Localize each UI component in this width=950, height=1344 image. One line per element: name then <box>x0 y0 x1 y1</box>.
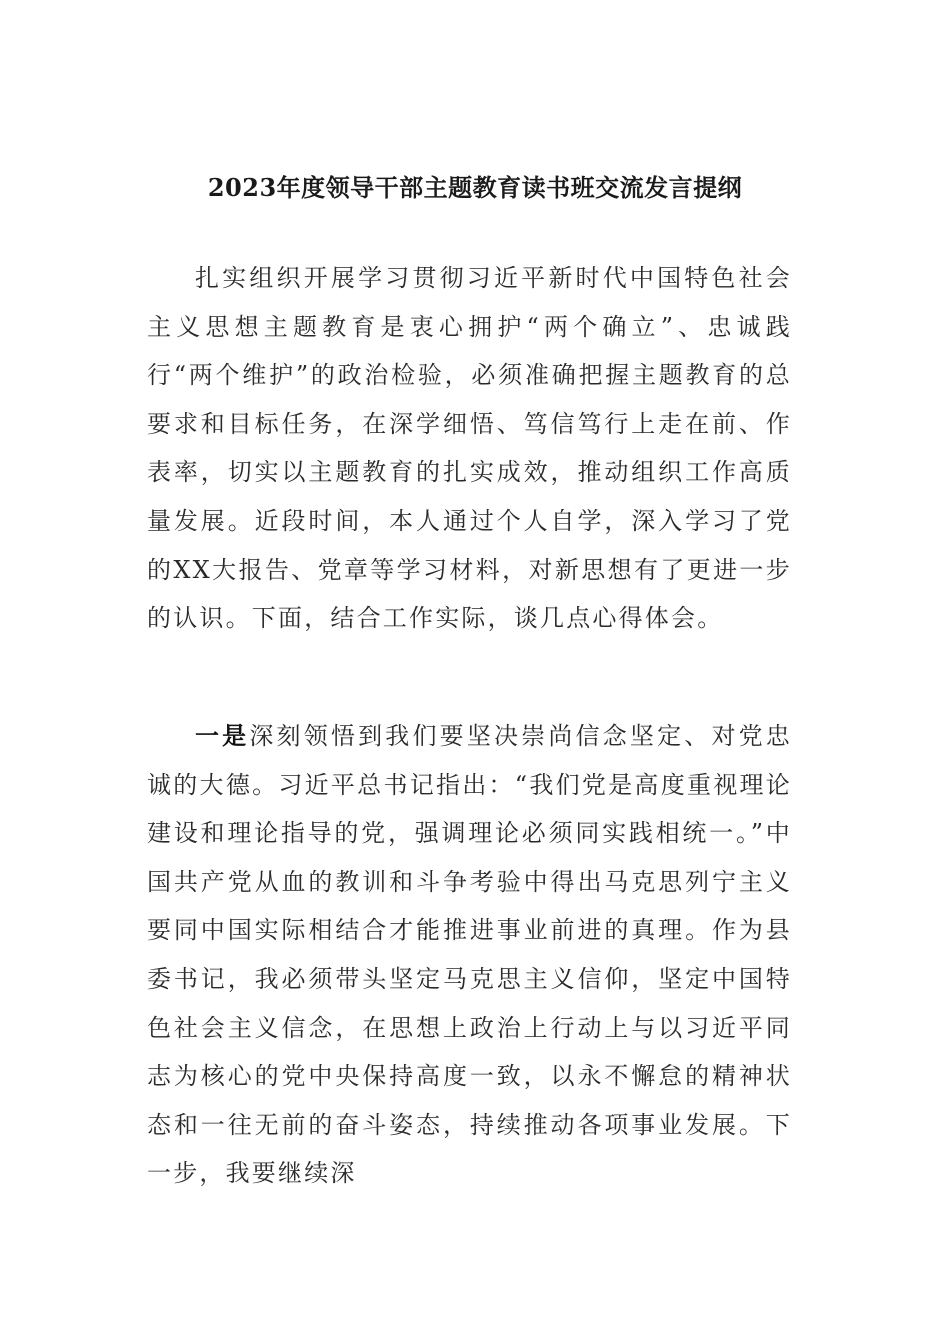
paragraph-intro-text: 扎实组织开展学习贯彻习近平新时代中国特色社会主义思想主题教育是衷心拥护“两个确立”、忠诚践行“两个维护”的政治检验，必须准确把握主题教育的总要求和目标任务，在深学细悟、笃信笃行上走在前、作表率，切实以主题教育的扎实成效，推动组织工作高质量发展。近段时间，本人通过个人自学，深入学习了党的XX大报告、党章等学习材料，对新思想有了更进一步的认识。下面，结合工作实际，谈几点心得体会。 <box>147 264 792 633</box>
paragraph-intro <box>147 254 792 643</box>
document-title: 2023年度领导干部主题教育读书班交流发言提纲 <box>207 173 743 202</box>
paragraph-lead-label: 一是 <box>195 721 250 750</box>
paragraph-point-one <box>147 712 792 1198</box>
paragraph-point-one-text: 深刻领悟到我们要坚决崇尚信念坚定、对党忠诚的大德。习近平总书记指出：“我们党是高度重视理论建设和理论指导的党，强调理论必须同实践相统一。”中国共产党从血的教训和斗争考验中得出马克思列宁主义要同中国实际相结合才能推进事业前进的真理。作为县委书记，我必须带头坚定马克思主义信仰，坚定中国特色社会主义信念，在思想上政治上行动上与以习近平同志为核心的党中央保持高度一致，以永不懈怠的精神状态和一往无前的奋斗姿态，持续推动各项事业发展。下一步，我要继续深 <box>147 722 793 1188</box>
